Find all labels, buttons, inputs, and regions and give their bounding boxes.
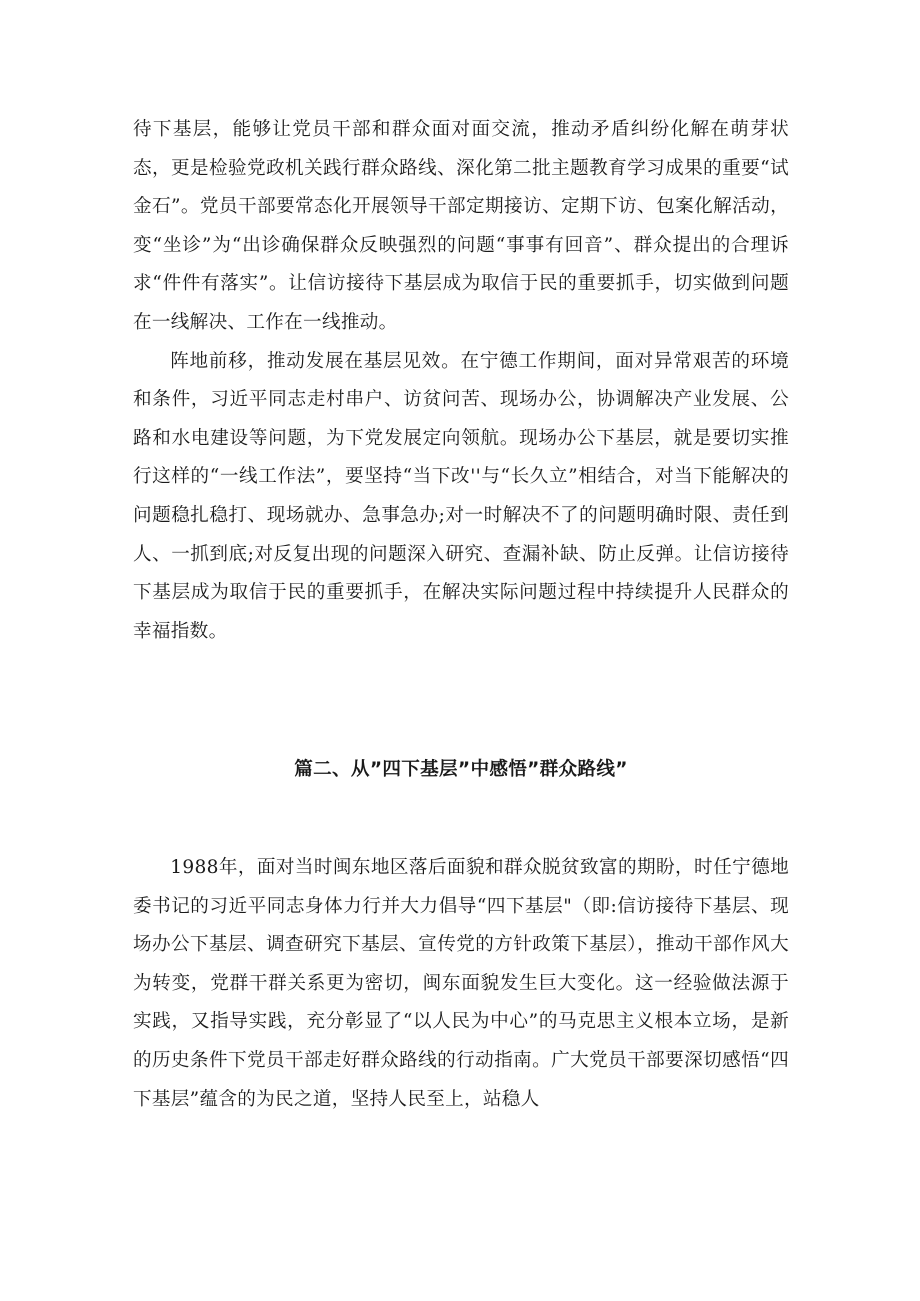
paragraph-four-grassroots: 1988年，面对当时闽东地区落后面貌和群众脱贫致富的期盼，时任宁德地委书记的习近平同志身体力行并大力倡导“四下基层"（即:信访接待下基层、现场办公下基层、调查研究下基层、宣传党的方针政策下基层），推动干部作风大为转变，党群干群关系更为密切，闽东面貌发生巨大变化。这一经验做法源于实践，又指导实践，充分彰显了“以人民为中心”的马克思主义根本立场，是新的历史条件下党员干部走好群众路线的行动指南。广大党员干部要深切感悟“四下基层”蕴含的为民之道，坚持人民至上，站稳人 bbox=[133, 857, 789, 1110]
paragraph-continued: 待下基层，能够让党员干部和群众面对面交流，推动矛盾纠纷化解在萌芽状态，更是检验党政机关践行群众路线、深化第二批主题教育学习成果的重要“试金石”。党员干部要常态化开展领导干部定期接访、定期下访、包案化解活动，变“坐诊”为“出诊确保群众反映强烈的问题“事事有回音”、群众提出的合理诉求“件件有落实”。让信访接待下基层成为取信于民的重要抓手，切实做到问题在一线解决、工作在一线推动。 bbox=[133, 119, 789, 333]
section-two bbox=[133, 849, 789, 1119]
paragraph-frontline-work: 阵地前移，推动发展在基层见效。在宁德工作期间，面对异常艰苦的环境和条件，习近平同志走村串户、访贫问苦、现场办公，协调解决产业发展、公路和水电建设等问题，为下党发展定向领航。现场办公下基层，就是要切实推行这样的“一线工作法”，要坚持“当下改''与“长久立”相结合，对当下能解决的问题稳扎稳打、现场就办、急事急办;对一时解决不了的问题明确时限、责任到人、一抓到底;对反复出现的问题深入研究、查漏补缺、防止反弹。让信访接待下基层成为取信于民的重要抓手，在解决实际问题过程中持续提升人民群众的幸福指数。 bbox=[133, 350, 789, 642]
section-one bbox=[133, 111, 789, 651]
section-heading: 篇二、从”四下基层”中感悟”群众路线” bbox=[294, 759, 628, 780]
